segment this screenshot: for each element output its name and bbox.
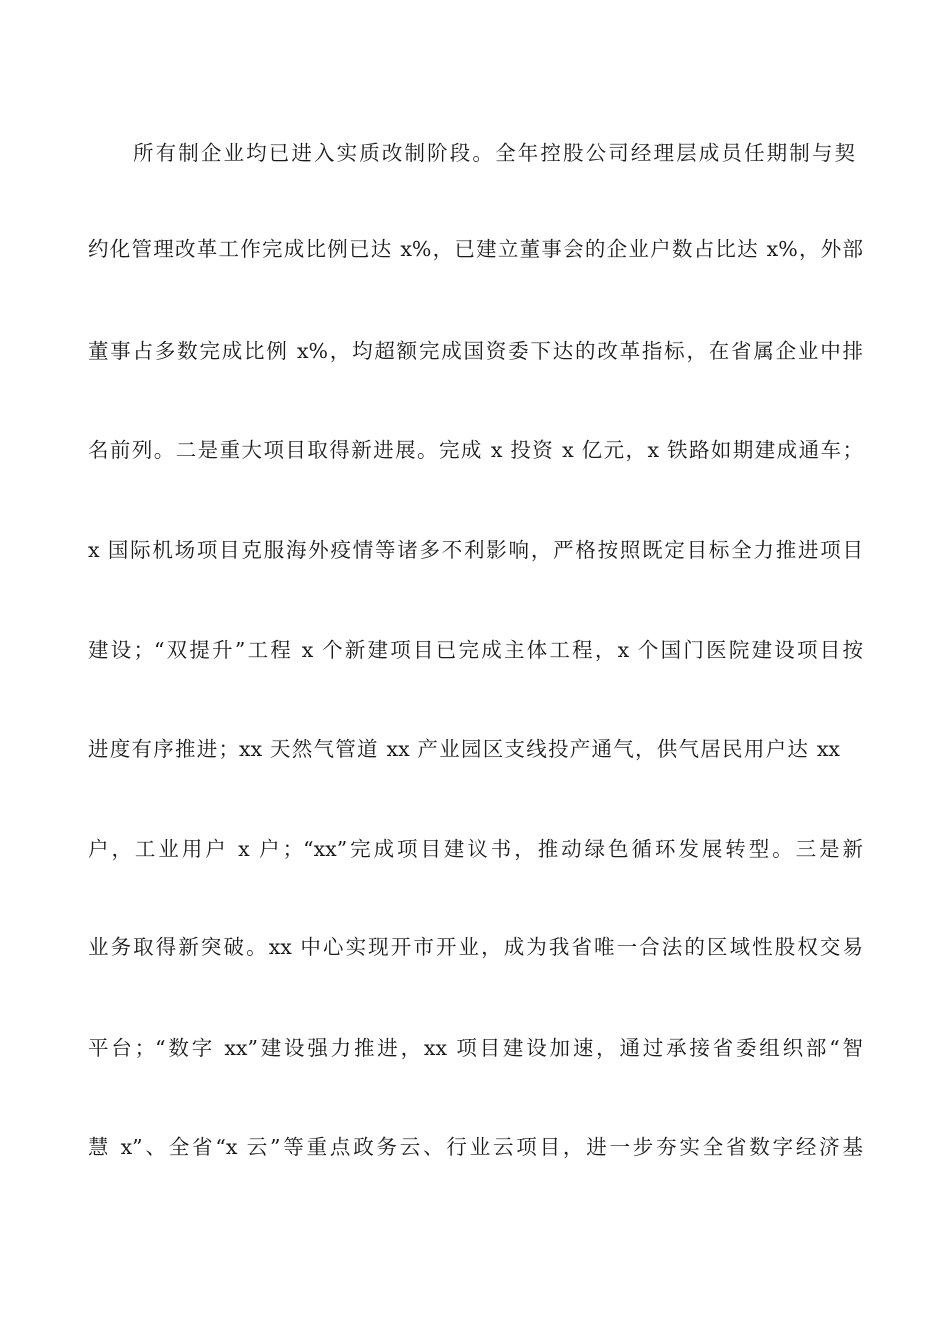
paragraph-line-9: 业务取得新突破。xx 中心实现开市开业，成为我省唯一合法的区域性股权交易	[88, 935, 863, 959]
paragraph-line-11: 慧 x”、全省“x 云”等重点政务云、行业云项目，进一步夯实全省数字经济基	[88, 1135, 863, 1159]
paragraph-line-4: 名前列。二是重大项目取得新进展。完成 x 投资 x 亿元，x 铁路如期建成通车；	[88, 438, 863, 462]
paragraph-line-7: 进度有序推进；xx 天然气管道 xx 产业园区支线投产通气，供气居民用户达 xx	[88, 737, 840, 761]
paragraph-line-3: 董事占多数完成比例 x%，均超额完成国资委下达的改革指标，在省属企业中排	[88, 339, 863, 363]
paragraph-line-8: 户，工业用户 x 户；“xx”完成项目建议书，推动绿色循环发展转型。三是新	[88, 837, 863, 861]
paragraph-line-2: 约化管理改革工作完成比例已达 x%，已建立董事会的企业户数占比达 x%，外部	[88, 237, 863, 261]
paragraph-line-1: 所有制企业均已进入实质改制阶段。全年控股公司经理层成员任期制与契	[133, 141, 855, 165]
paragraph-line-6: 建设；“双提升”工程 x 个新建项目已完成主体工程，x 个国门医院建设项目按	[88, 638, 863, 662]
paragraph-line-10: 平台；“数字 xx”建设强力推进，xx 项目建设加速，通过承接省委组织部“智	[88, 1036, 863, 1060]
paragraph-line-5: x 国际机场项目克服海外疫情等诸多不利影响，严格按照既定目标全力推进项目	[88, 538, 863, 562]
